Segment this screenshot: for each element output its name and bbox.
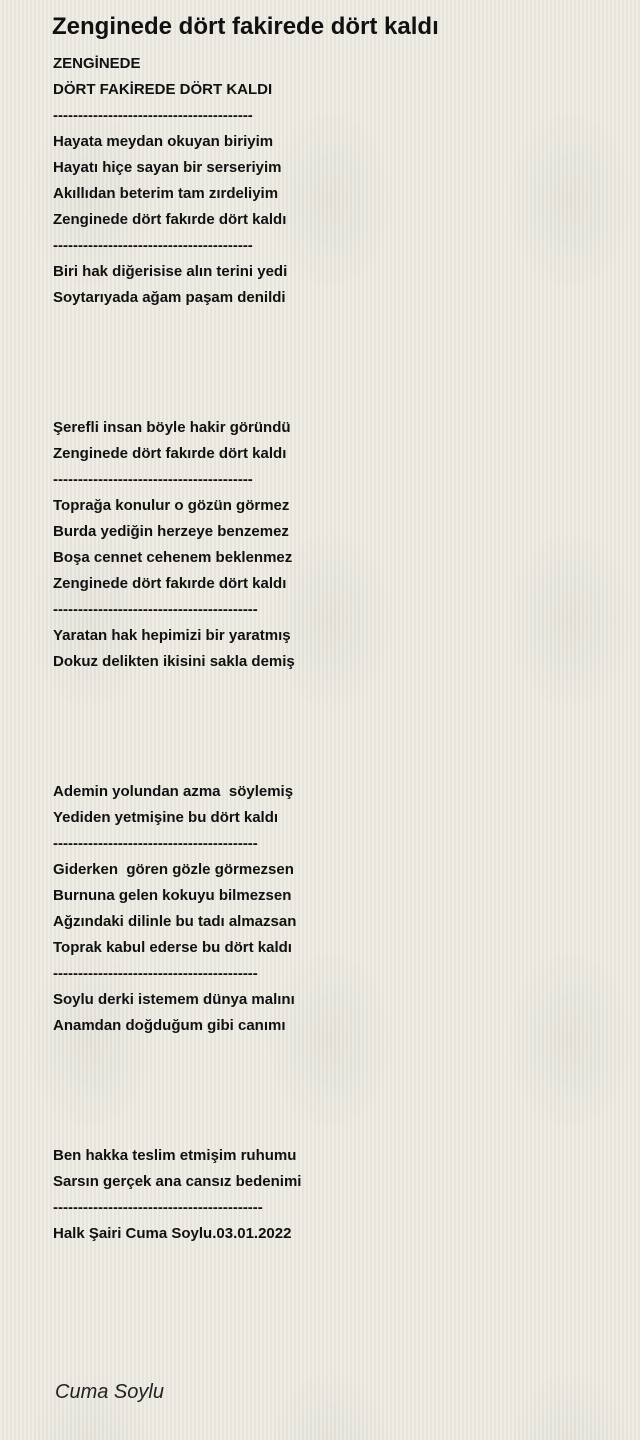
blank-line: [53, 1091, 301, 1117]
blank-line: [53, 701, 301, 727]
blank-line: [53, 363, 301, 389]
blank-line: [53, 337, 301, 363]
poem-line: Ağzındaki dilinle bu tadı almazsan: [53, 913, 297, 930]
blank-line: [53, 1039, 301, 1065]
blank-line: [53, 311, 301, 337]
blank-line: [53, 753, 301, 779]
poem-line: Halk Şairi Cuma Soylu.03.01.2022: [53, 1225, 292, 1242]
poem-line: Burda yediğin herzeye benzemez: [53, 523, 289, 540]
blank-line: [53, 1065, 301, 1091]
poem-line: Şerefli insan böyle hakir göründü: [53, 419, 291, 436]
separator-line: ----------------------------------------: [53, 471, 253, 488]
poem-line: Burnuna gelen kokuyu bilmezsen: [53, 887, 292, 904]
poem-line: Hayatı hiçe sayan bir serseriyim: [53, 159, 282, 176]
poem-body: [53, 51, 301, 1247]
poem-line: Ademin yolundan azma söylemiş: [53, 783, 294, 800]
blank-line: [53, 675, 301, 701]
poem-line: Biri hak diğerisise alın terini yedi: [53, 263, 288, 280]
poem-line: Toprak kabul ederse bu dört kaldı: [53, 939, 292, 956]
poem-line: Giderken gören gözle görmezsen: [53, 861, 294, 878]
poem-line: Zenginede dört fakırde dört kaldı: [53, 445, 287, 462]
poem-line: Ben hakka teslim etmişim ruhumu: [53, 1147, 297, 1164]
poem-line: Anamdan doğduğum gibi canımı: [53, 1017, 286, 1034]
poem-line: Soylu derki istemem dünya malını: [53, 991, 295, 1008]
blank-line: [53, 389, 301, 415]
separator-line: ----------------------------------------: [53, 107, 253, 124]
separator-line: -----------------------------------------: [53, 835, 258, 852]
separator-line: ----------------------------------------: [53, 237, 253, 254]
poem-line: Akıllıdan beterim tam zırdeliyim: [53, 185, 279, 202]
poem-line: Yaratan hak hepimizi bir yaratmış: [53, 627, 291, 644]
poem-line: Yediden yetmişine bu dört kaldı: [53, 809, 279, 826]
separator-line: -----------------------------------------: [53, 965, 258, 982]
poem-line: ZENGİNEDE: [53, 55, 141, 72]
poem-line: Dokuz delikten ikisini sakla demiş: [53, 653, 295, 670]
poem-line: DÖRT FAKİREDE DÖRT KALDI: [53, 81, 273, 98]
blank-line: [53, 1117, 301, 1143]
poem-line: Hayata meydan okuyan biriyim: [53, 133, 274, 150]
poem-line: Sarsın gerçek ana cansız bedenimi: [53, 1173, 302, 1190]
poem-line: Zenginede dört fakırde dört kaldı: [53, 211, 287, 228]
poem-line: Toprağa konulur o gözün görmez: [53, 497, 290, 514]
poem-line: Zenginede dört fakırde dört kaldı: [53, 575, 287, 592]
poem-line: Soytarıyada ağam paşam denildi: [53, 289, 286, 306]
poem-line: Boşa cennet cehenem beklenmez: [53, 549, 293, 566]
separator-line: -----------------------------------------: [53, 601, 258, 618]
blank-line: [53, 727, 301, 753]
separator-line: ------------------------------------------: [53, 1199, 263, 1216]
author-signature: Cuma Soylu: [55, 1381, 164, 1403]
poem-title: Zenginede dört fakirede dört kaldı: [52, 13, 439, 40]
